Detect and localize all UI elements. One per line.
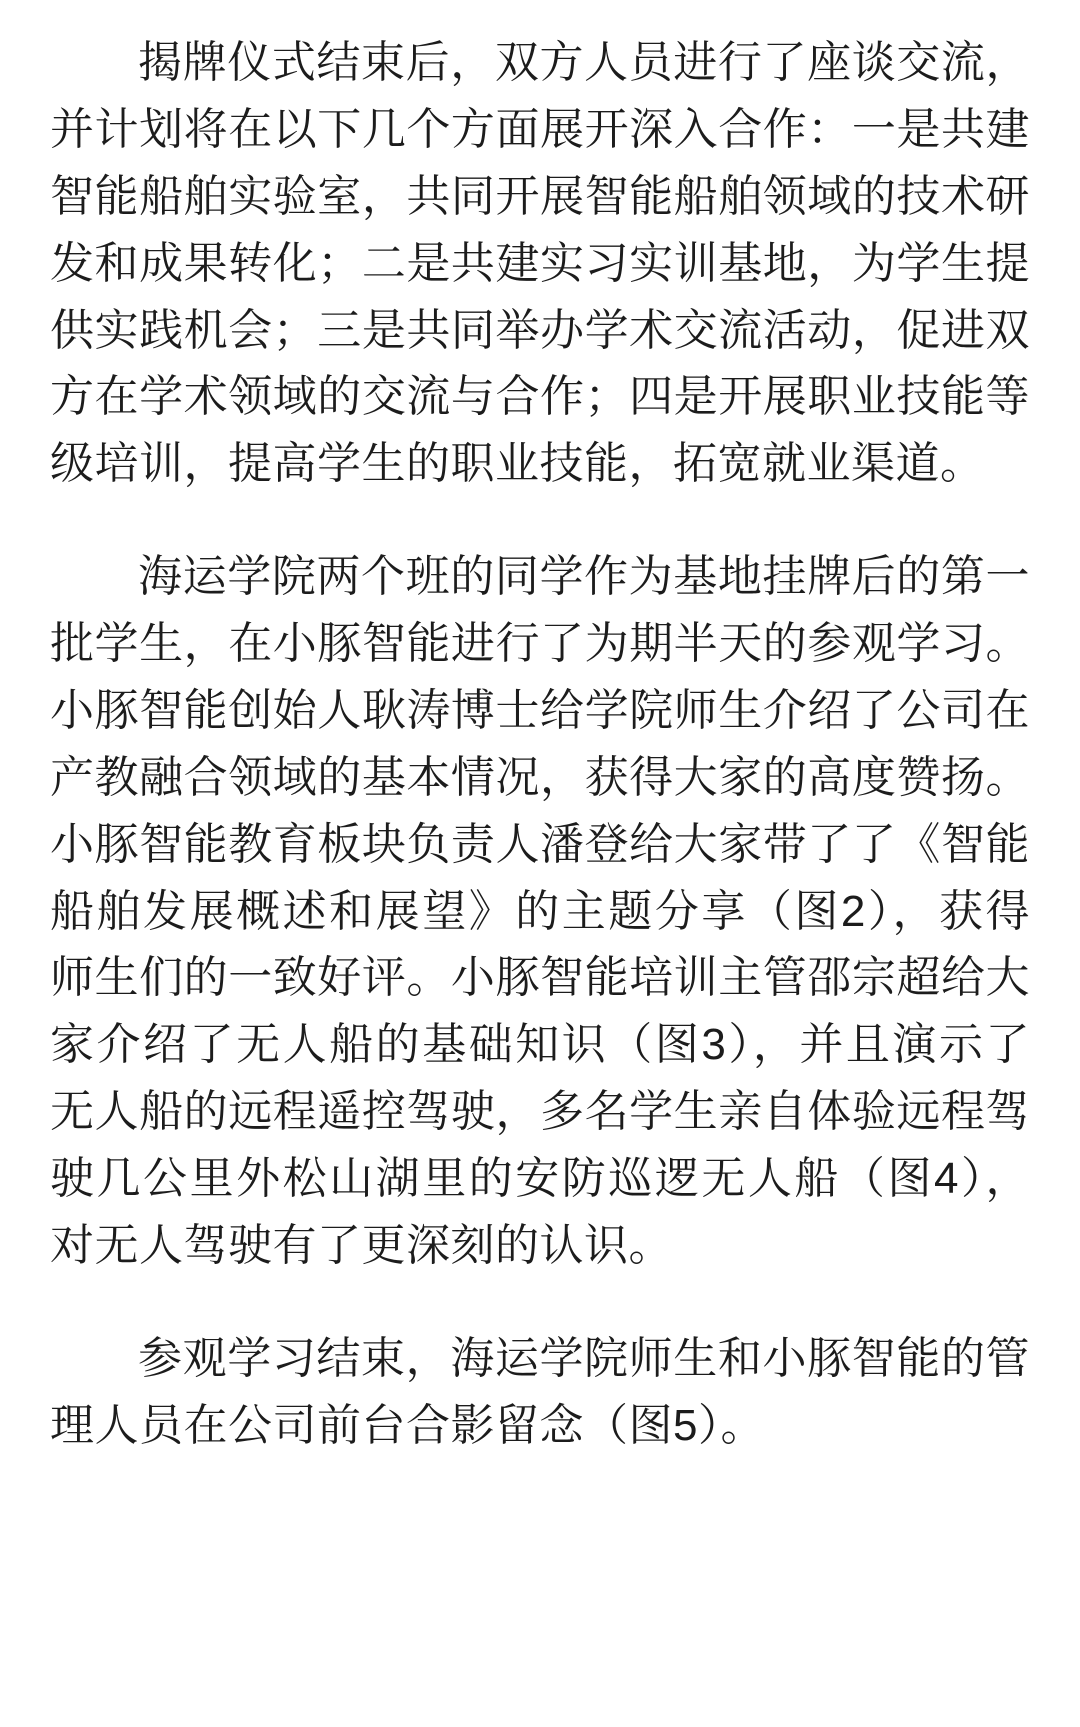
paragraph-2: 海运学院两个班的同学作为基地挂牌后的第一批学生，在小豚智能进行了为期半天的参观学习。小豚智能创始人耿涛博士给学院师生介绍了公司在产教融合领域的基本情况，获得大家的高度赞扬。小豚智能教育板块负责人潘登给大家带了了《智能船舶发展概述和展望》的主题分享（图2），获得师生们的一致好评。小豚智能培训主管邵宗超给大家介绍了无人船的基础知识（图3），并且演示了无人船的远程遥控驾驶，多名学生亲自体验远程驾驶几公里外松山湖里的安防巡逻无人船（图4），对无人驾驶有了更深刻的认识。 (50, 552, 1031, 1270)
paragraph-1: 揭牌仪式结束后，双方人员进行了座谈交流，并计划将在以下几个方面展开深入合作：一是共建智能船舶实验室，共同开展智能船舶领域的技术研发和成果转化；二是共建实习实训基地，为学生提供实践机会；三是共同举办学术交流活动，促进双方在学术领域的交流与合作；四是开展职业技能等级培训，提高学生的职业技能，拓宽就业渠道。 (50, 38, 1030, 489)
article-body (50, 30, 1030, 1460)
paragraph-3: 参观学习结束，海运学院师生和小豚智能的管理人员在公司前台合影留念（图5）。 (50, 1333, 1030, 1450)
